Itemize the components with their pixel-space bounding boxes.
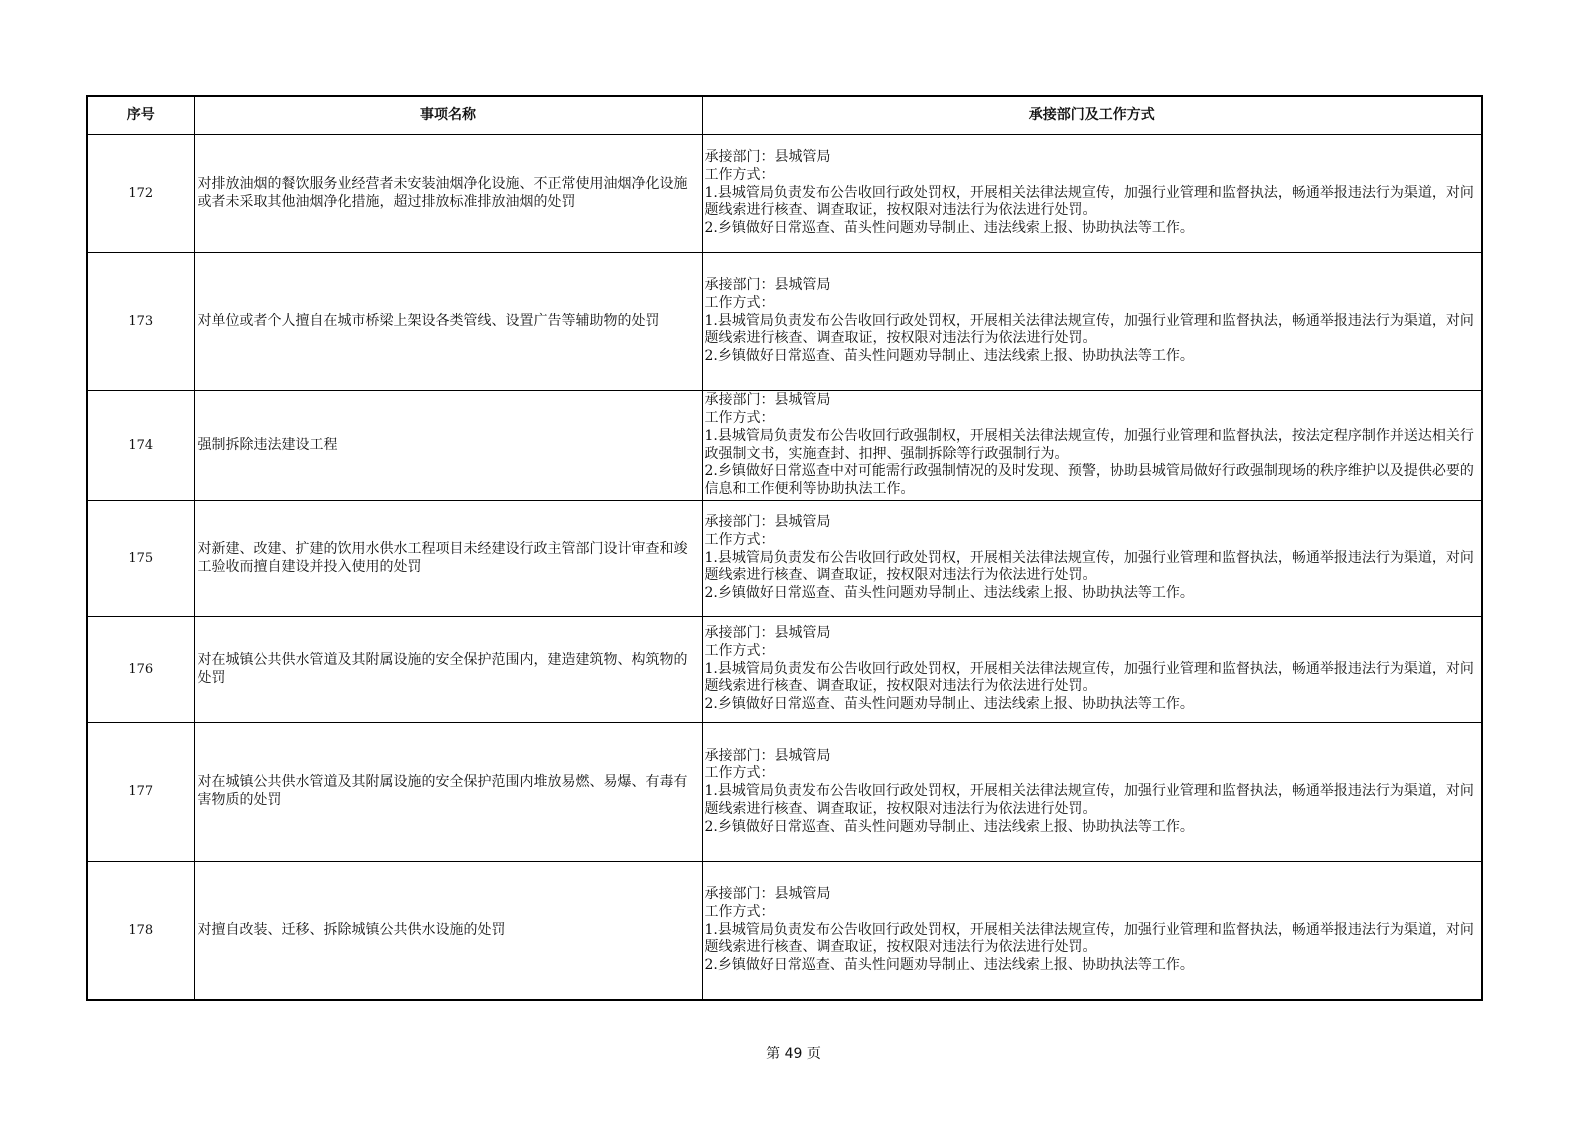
content-line: 承接部门：县城管局 <box>704 392 831 409</box>
content-line: 工作方式： <box>704 903 775 920</box>
table-row <box>87 253 1482 391</box>
table-header-row <box>87 96 1482 135</box>
table-row <box>87 723 1482 862</box>
content-line: 2.乡镇做好日常巡查、苗头性问题劝导制止、违法线索上报、协助执法等工作。 <box>704 696 1194 713</box>
content-line: 2.乡镇做好日常巡查、苗头性问题劝导制止、违法线索上报、协助执法等工作。 <box>704 348 1194 365</box>
dept-and-method <box>702 862 1482 1001</box>
row-number: 177 <box>87 723 194 862</box>
row-number: 175 <box>87 501 194 617</box>
content-line: 2.乡镇做好日常巡查、苗头性问题劝导制止、违法线索上报、协助执法等工作。 <box>704 818 1194 835</box>
row-number: 178 <box>87 862 194 1001</box>
dept-and-method <box>702 501 1482 617</box>
table-row <box>87 501 1482 617</box>
document-table-container <box>86 95 1481 1001</box>
header-name: 事项名称 <box>194 96 702 135</box>
content-line: 1.县城管局负责发布公告收回行政处罚权，开展相关法律法规宣传，加强行业管理和监督执法，畅通举报违法行为渠道，对问题线索进行核查、调查取证，按权限对违法行为依法进行处罚。 <box>704 312 1474 347</box>
content-line: 工作方式： <box>704 294 775 311</box>
content-line: 工作方式： <box>704 765 775 782</box>
row-number: 172 <box>87 135 194 253</box>
item-name: 对擅自改装、迁移、拆除城镇公共供水设施的处罚 <box>194 862 702 1001</box>
content-line: 承接部门：县城管局 <box>704 747 831 764</box>
table-row <box>87 617 1482 723</box>
dept-and-method <box>702 253 1482 391</box>
content-line: 工作方式： <box>704 166 775 183</box>
content-line: 承接部门：县城管局 <box>704 886 831 903</box>
item-name: 强制拆除违法建设工程 <box>194 391 702 501</box>
content-line: 承接部门：县城管局 <box>704 625 831 642</box>
content-line: 工作方式： <box>704 531 775 548</box>
content-line: 2.乡镇做好日常巡查、苗头性问题劝导制止、违法线索上报、协助执法等工作。 <box>704 957 1194 974</box>
dept-and-method <box>702 723 1482 862</box>
content-line: 工作方式： <box>704 642 775 659</box>
item-name: 对新建、改建、扩建的饮用水供水工程项目未经建设行政主管部门设计审查和竣工验收而擅自建设并投入使用的处罚 <box>194 501 702 617</box>
item-name: 对在城镇公共供水管道及其附属设施的安全保护范围内，建造建筑物、构筑物的处罚 <box>194 617 702 723</box>
content-line: 2.乡镇做好日常巡查、苗头性问题劝导制止、违法线索上报、协助执法等工作。 <box>704 220 1194 237</box>
row-number: 176 <box>87 617 194 723</box>
content-line: 工作方式： <box>704 410 775 427</box>
item-name: 对在城镇公共供水管道及其附属设施的安全保护范围内堆放易燃、易爆、有毒有害物质的处罚 <box>194 723 702 862</box>
item-name: 对单位或者个人擅自在城市桥梁上架设各类管线、设置广告等辅助物的处罚 <box>194 253 702 391</box>
row-number: 174 <box>87 391 194 501</box>
content-line: 1.县城管局负责发布公告收回行政处罚权，开展相关法律法规宣传，加强行业管理和监督执法，畅通举报违法行为渠道，对问题线索进行核查、调查取证，按权限对违法行为依法进行处罚。 <box>704 549 1474 584</box>
content-line: 1.县城管局负责发布公告收回行政处罚权，开展相关法律法规宣传，加强行业管理和监督执法，畅通举报违法行为渠道，对问题线索进行核查、调查取证，按权限对违法行为依法进行处罚。 <box>704 660 1474 695</box>
content-line: 1.县城管局负责发布公告收回行政处罚权，开展相关法律法规宣传，加强行业管理和监督执法，畅通举报违法行为渠道，对问题线索进行核查、调查取证，按权限对违法行为依法进行处罚。 <box>704 783 1474 817</box>
content-line: 2.乡镇做好日常巡查、苗头性问题劝导制止、违法线索上报、协助执法等工作。 <box>704 585 1194 602</box>
dept-and-method <box>702 391 1482 501</box>
dept-and-method <box>702 135 1482 253</box>
header-dept: 承接部门及工作方式 <box>702 96 1482 135</box>
table-row <box>87 391 1482 501</box>
header-num: 序号 <box>87 96 194 135</box>
row-number: 173 <box>87 253 194 391</box>
content-line: 1.县城管局负责发布公告收回行政处罚权，开展相关法律法规宣传，加强行业管理和监督执法，畅通举报违法行为渠道，对问题线索进行核查、调查取证，按权限对违法行为依法进行处罚。 <box>704 184 1474 219</box>
content-line: 1.县城管局负责发布公告收回行政强制权，开展相关法律法规宣传，加强行业管理和监督执法，按法定程序制作并送达相关行政强制文书，实施查封、扣押、强制拆除等行政强制行为。 <box>704 427 1474 462</box>
content-line: 2.乡镇做好日常巡查中对可能需行政强制情况的及时发现、预警，协助县城管局做好行政强制现场的秩序维护以及提供必要的信息和工作便利等协助执法工作。 <box>704 463 1474 497</box>
table-row <box>87 862 1482 1001</box>
content-line: 承接部门：县城管局 <box>704 277 831 294</box>
table-row <box>87 135 1482 253</box>
dept-and-method <box>702 617 1482 723</box>
item-name: 对排放油烟的餐饮服务业经营者未安装油烟净化设施、不正常使用油烟净化设施或者未采取其他油烟净化措施，超过排放标准排放油烟的处罚 <box>194 135 702 253</box>
content-line: 承接部门：县城管局 <box>704 514 831 531</box>
page-number: 第 49 页 <box>766 1046 821 1062</box>
items-table <box>86 95 1483 1001</box>
content-line: 承接部门：县城管局 <box>704 149 831 166</box>
content-line: 1.县城管局负责发布公告收回行政处罚权，开展相关法律法规宣传，加强行业管理和监督执法，畅通举报违法行为渠道，对问题线索进行核查、调查取证，按权限对违法行为依法进行处罚。 <box>704 921 1474 956</box>
